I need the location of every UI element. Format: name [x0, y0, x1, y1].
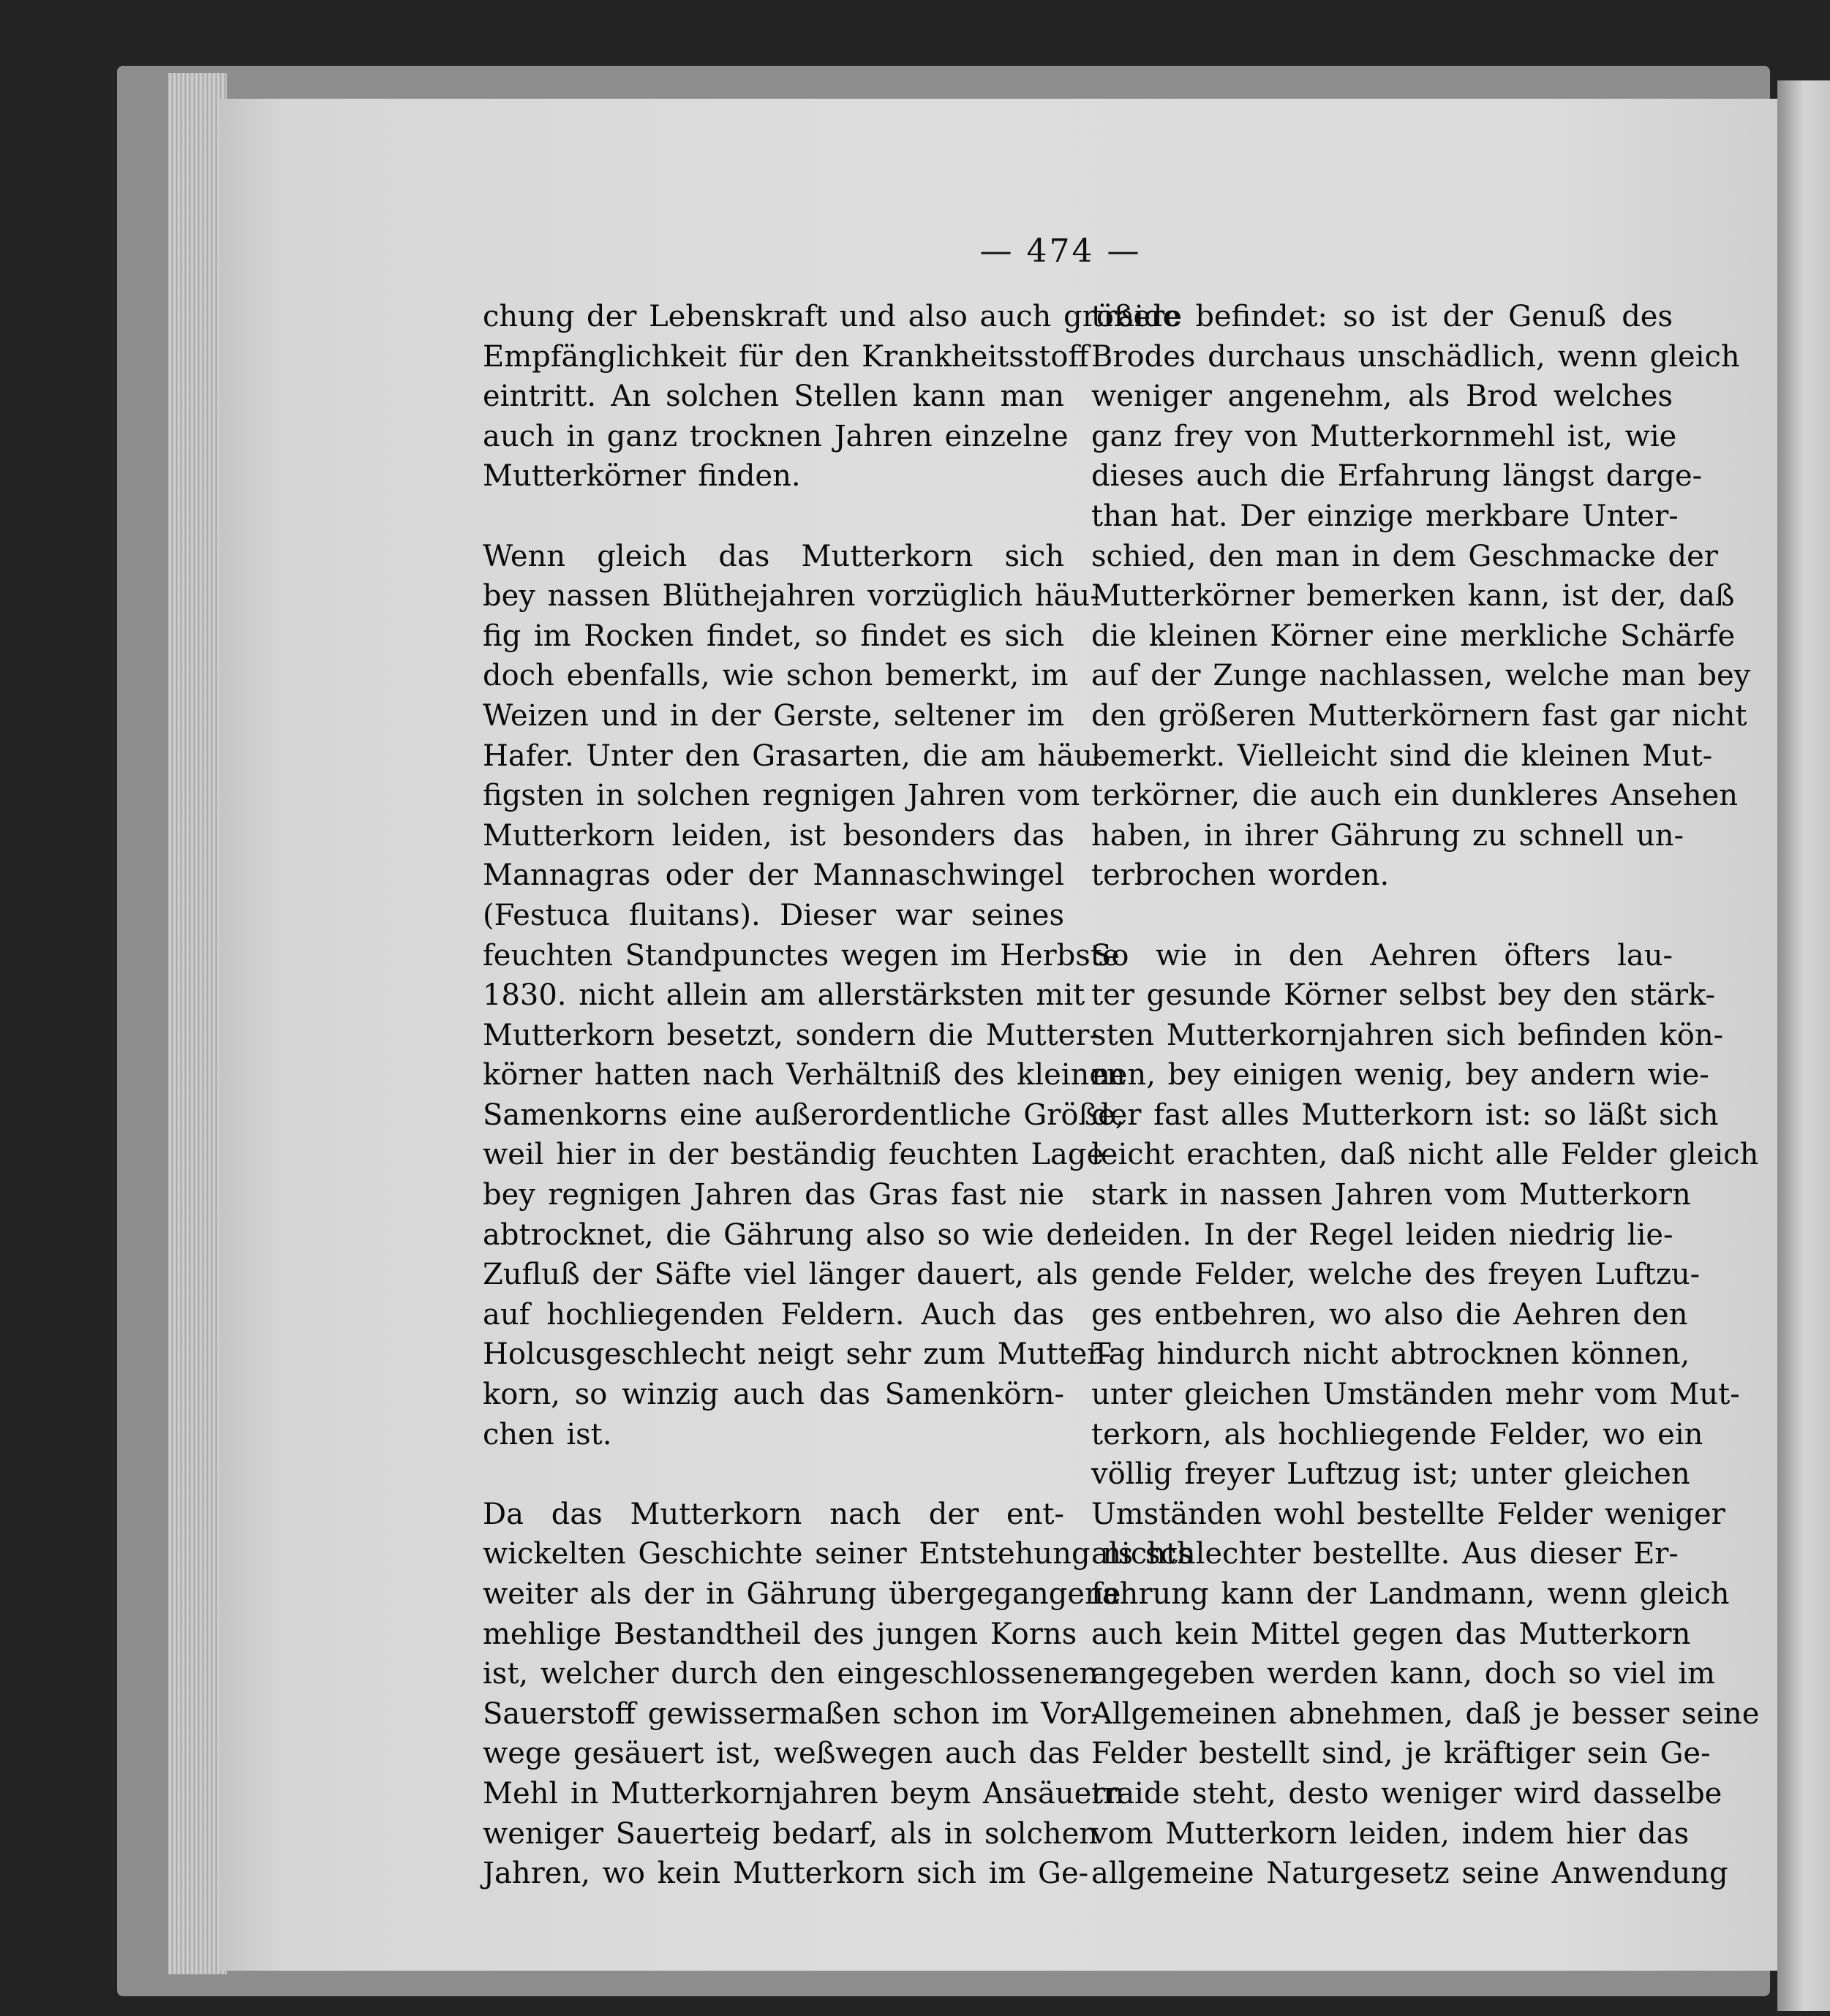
text-line: terkörner, die auch ein dunkleres Ansehen [1091, 779, 1739, 813]
text-line: traide befindet: so ist der Genuß des [1091, 300, 1673, 333]
text-line: auf der Zunge nachlassen, welche man bey [1091, 659, 1751, 693]
text-line: weil hier in der beständig feuchten Lage [483, 1138, 1104, 1172]
text-line: den größeren Mutterkörnern fast gar nicht [1091, 698, 1747, 733]
text-line: angegeben werden kann, doch so viel im [1091, 1657, 1715, 1691]
text-line: abtrocknet, die Gährung also so wie der [483, 1217, 1096, 1252]
text-line: die kleinen Körner eine merkliche Schärfe [1091, 619, 1736, 653]
text-line: als schlechter bestellte. Aus dieser Er- [1091, 1537, 1679, 1571]
text-line: ter gesunde Körner selbst bey den stärk- [1091, 978, 1716, 1013]
text-line: Mehl in Mutterkornjahren beym Ansäuern [483, 1776, 1125, 1811]
text-line: Mutterkorn besetzt, sondern die Mutter- [483, 1018, 1099, 1052]
text-line: sten Mutterkornjahren sich befinden kön- [1091, 1018, 1724, 1052]
text-line: Tag hindurch nicht abtrocknen können, [1091, 1337, 1690, 1372]
next-page-edge [1777, 80, 1830, 2011]
text-line: Allgemeinen abnehmen, daß je besser seine [1091, 1696, 1760, 1731]
text-line: bey nassen Blüthejahren vorzüglich häu- [483, 579, 1100, 614]
text-line: haben, in ihrer Gährung zu schnell un- [1091, 818, 1684, 853]
text-line: dieses auch die Erfahrung längst darge- [1091, 459, 1703, 494]
text-line: bemerkt. Vielleicht sind die kleinen Mut- [1091, 739, 1713, 773]
text-line: wege gesäuert ist, weßwegen auch das [483, 1737, 1080, 1771]
text-line: der fast alles Mutterkorn ist: so läßt sich [1091, 1098, 1719, 1132]
text-line: mehlige Bestandtheil des jungen Korns [483, 1617, 1077, 1651]
text-line: Mannagras oder der Mannaschwingel [483, 858, 1064, 893]
text-line: Holcusgeschlecht neigt sehr zum Mutter- [483, 1337, 1111, 1372]
text-line: Mutterkörner bemerken kann, ist der, daß [1091, 579, 1735, 614]
page-number: — 474 — [979, 233, 1142, 270]
text-line: allgemeine Naturgesetz seine Anwendung [1091, 1857, 1728, 1891]
text-line: Samenkorns eine außerordentliche Größe, [483, 1098, 1125, 1132]
text-line: weniger angenehm, als Brod welches [1091, 380, 1673, 414]
text-line: eintritt. An solchen Stellen kann man [483, 380, 1064, 414]
page-edges [168, 73, 227, 1974]
text-line: auch in ganz trocknen Jahren einzelne [483, 419, 1069, 453]
text-line: leicht erachten, daß nicht alle Felder gleich [1091, 1138, 1759, 1172]
text-line: völlig freyer Luftzug ist; unter gleichen [1091, 1457, 1690, 1492]
text-line: nen, bey einigen wenig, bey andern wie- [1091, 1058, 1709, 1092]
text-line: gende Felder, welche des freyen Luftzu- [1091, 1258, 1701, 1292]
text-line: weniger Sauerteig bedarf, als in solchen [483, 1816, 1099, 1851]
text-line: than hat. Der einzige merkbare Unter- [1091, 499, 1679, 533]
text-line: Mutterkörner finden. [483, 459, 801, 494]
text-line: doch ebenfalls, wie schon bemerkt, im [483, 659, 1069, 693]
text-line: Hafer. Unter den Grasarten, die am häu- [483, 739, 1103, 773]
text-line: Empfänglichkeit für den Krankheitsstoff [483, 339, 1089, 374]
text-line: körner hatten nach Verhältniß des kleinen [483, 1058, 1126, 1092]
text-line: Jahren, wo kein Mutterkorn sich im Ge- [483, 1857, 1089, 1891]
text-line: bey regnigen Jahren das Gras fast nie [483, 1178, 1064, 1212]
text-line: unter gleichen Umständen mehr vom Mut- [1091, 1378, 1740, 1412]
text-line: So wie in den Aehren öfters lau- [1091, 938, 1673, 973]
text-column-right [1091, 297, 1760, 1894]
text-line: Sauerstoff gewissermaßen schon im Vor- [483, 1696, 1102, 1731]
text-line: Mutterkorn leiden, ist besonders das [483, 818, 1064, 853]
text-line: auf hochliegenden Feldern. Auch das [483, 1297, 1064, 1332]
text-line: Zufluß der Säfte viel länger dauert, als [483, 1258, 1078, 1292]
text-line: ist, welcher durch den eingeschlossenen [483, 1657, 1099, 1691]
text-line: weiter als der in Gährung übergegangene [483, 1577, 1121, 1611]
paragraph-gap [483, 497, 1064, 537]
text-line: vom Mutterkorn leiden, indem hier das [1091, 1816, 1690, 1851]
text-column-left [483, 297, 1193, 1894]
text-line: figsten in solchen regnigen Jahren vom [483, 779, 1080, 813]
text-line: traide steht, desto weniger wird dasselbe [1091, 1776, 1722, 1811]
text-line: auch kein Mittel gegen das Mutterkorn [1091, 1617, 1691, 1651]
text-line: 1830. nicht allein am allerstärksten mit [483, 978, 1085, 1013]
text-line: chen ist. [483, 1417, 612, 1451]
text-line: Da das Mutterkorn nach der ent- [483, 1497, 1064, 1531]
paragraph-gap [1091, 896, 1673, 936]
text-line: terkorn, als hochliegende Felder, wo ein [1091, 1417, 1703, 1451]
text-line: fig im Rocken findet, so findet es sich [483, 619, 1064, 653]
text-line: Weizen und in der Gerste, seltener im [483, 698, 1064, 733]
text-line: schied, den man in dem Geschmacke der [1091, 539, 1718, 573]
text-line: wickelten Geschichte seiner Entstehung nichts [483, 1537, 1193, 1571]
text-line: Felder bestellt sind, je kräftiger sein Ge- [1091, 1737, 1711, 1771]
text-line: stark in nassen Jahren vom Mutterkorn [1091, 1178, 1691, 1212]
text-line: Brodes durchaus unschädlich, wenn gleich [1091, 339, 1740, 374]
text-line: korn, so winzig auch das Samenkörn- [483, 1378, 1064, 1412]
text-line: ganz frey von Mutterkornmehl ist, wie [1091, 419, 1677, 453]
text-line: feuchten Standpunctes wegen im Herbste [483, 938, 1120, 973]
paragraph-gap [483, 1454, 1064, 1495]
text-line: terbrochen worden. [1091, 858, 1390, 893]
text-line: leiden. In der Regel leiden niedrig lie- [1091, 1217, 1673, 1252]
text-line: Wenn gleich das Mutterkorn sich [483, 539, 1064, 573]
text-line: chung der Lebenskraft und also auch größere [483, 300, 1183, 333]
text-line: ges entbehren, wo also die Aehren den [1091, 1297, 1688, 1332]
text-line: Umständen wohl bestellte Felder weniger [1091, 1497, 1725, 1531]
text-line: (Festuca fluitans). Dieser war seines [483, 898, 1064, 932]
text-line: fahrung kann der Landmann, wenn gleich [1091, 1577, 1730, 1611]
